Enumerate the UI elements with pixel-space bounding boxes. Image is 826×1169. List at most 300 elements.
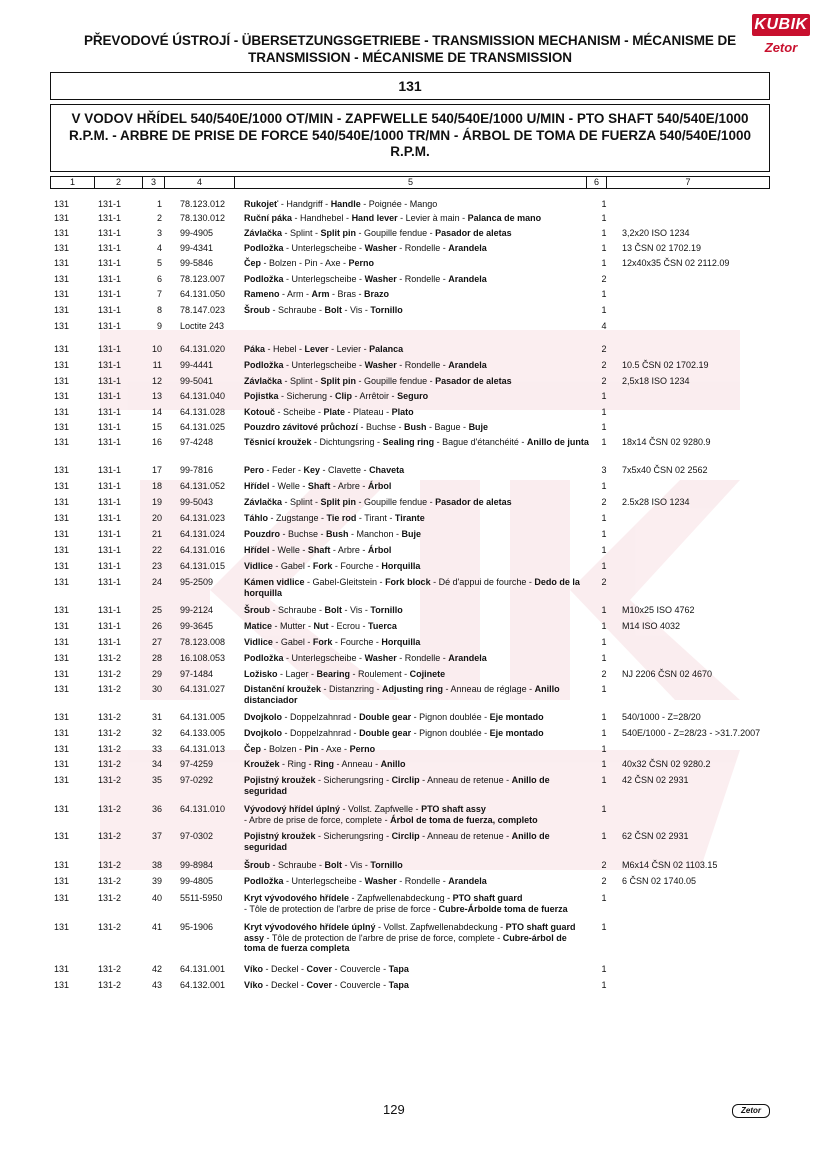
description-text: - Bras - — [329, 289, 365, 299]
cell-c7: NJ 2206 ČSN 02 4670 — [622, 669, 713, 679]
cell-c6: 2 — [601, 497, 607, 507]
cell-c1: 131 — [54, 561, 70, 571]
cell-c2: 131-1 — [98, 577, 122, 587]
cell-c3: 15 — [151, 422, 162, 432]
cell-c3: 30 — [151, 684, 162, 694]
cell-description — [244, 481, 589, 492]
description-term: Clip — [335, 391, 353, 401]
cell-description — [244, 964, 589, 975]
description-term: Ring — [314, 759, 335, 769]
description-text: - Bolzen - Pin - Axe - — [261, 258, 349, 268]
column-header-1: 1 — [51, 177, 95, 188]
cell-c6: 2 — [601, 344, 607, 354]
cell-c2: 131-2 — [98, 684, 122, 694]
cell-c6: 1 — [601, 391, 607, 401]
cell-c6: 1 — [601, 831, 607, 841]
description-term: Washer — [364, 876, 397, 886]
cell-c1: 131 — [54, 744, 70, 754]
cell-c7: 2,5x18 ISO 1234 — [622, 376, 690, 386]
cell-c1: 131 — [54, 876, 70, 886]
cell-c1: 131 — [54, 831, 70, 841]
cell-c3: 1 — [156, 199, 162, 209]
cell-description — [244, 876, 589, 887]
cell-c1: 131 — [54, 980, 70, 990]
cell-c2: 131-2 — [98, 876, 122, 886]
cell-c2: 131-2 — [98, 744, 122, 754]
description-text: - Rondelle - — [396, 360, 449, 370]
group-description-box — [50, 104, 770, 172]
cell-c7: 18x14 ČSN 02 9280.9 — [622, 437, 711, 447]
description-term: Horquilla — [381, 637, 421, 647]
cell-c4: 99-3645 — [180, 621, 214, 631]
cell-c3: 41 — [151, 922, 162, 932]
cell-c3: 10 — [151, 344, 162, 354]
cell-c3: 37 — [151, 831, 162, 841]
cell-c3: 8 — [156, 305, 162, 315]
description-text: - Mutter - — [272, 621, 314, 631]
cell-c2: 131-1 — [98, 465, 122, 475]
cell-description — [244, 199, 589, 210]
cell-c6: 1 — [601, 964, 607, 974]
description-term: Podložka — [244, 274, 284, 284]
column-header-2: 2 — [95, 177, 143, 188]
cell-c6: 1 — [601, 980, 607, 990]
cell-c3: 13 — [151, 391, 162, 401]
cell-c7: 13 ČSN 02 1702.19 — [622, 243, 702, 253]
description-text: - Plateau - — [345, 407, 392, 417]
description-term: Palanca de mano — [467, 213, 542, 223]
description-text: - Zapfwellenabdeckung - — [349, 893, 453, 903]
cell-c3: 24 — [151, 577, 162, 587]
cell-c6: 1 — [601, 804, 607, 814]
cell-description — [244, 274, 589, 285]
description-text: - Zugstange - — [268, 513, 327, 523]
cell-c3: 16 — [151, 437, 162, 447]
cell-c7: 40x32 ČSN 02 9280.2 — [622, 759, 711, 769]
column-header-4: 4 — [165, 177, 235, 188]
cell-c2: 131-1 — [98, 513, 122, 523]
description-term: Seguro — [397, 391, 429, 401]
description-text: - Arbre - — [330, 481, 368, 491]
description-term: Brazo — [364, 289, 390, 299]
cell-description — [244, 513, 589, 524]
cell-c6: 1 — [601, 759, 607, 769]
description-text: - Scheibe - — [275, 407, 324, 417]
description-text: - Bague d'étanchéité - — [434, 437, 527, 447]
description-term: Vidlice — [244, 561, 273, 571]
cell-c1: 131 — [54, 545, 70, 555]
cell-c3: 20 — [151, 513, 162, 523]
cell-c6: 1 — [601, 653, 607, 663]
description-term: Těsnicí kroužek — [244, 437, 312, 447]
description-text: - Arm - — [279, 289, 312, 299]
cell-c1: 131 — [54, 775, 70, 785]
cell-c6: 1 — [601, 561, 607, 571]
description-term: Double gear — [359, 712, 412, 722]
description-term: Kryt vývodového hřídele — [244, 893, 350, 903]
description-term: Split pin — [320, 376, 357, 386]
description-text: - Goupille fendue - — [356, 228, 436, 238]
cell-c4: 78.130.012 — [180, 213, 226, 223]
cell-c2: 131-2 — [98, 893, 122, 903]
description-term: Shaft — [307, 481, 331, 491]
description-term: Pasador de aletas — [435, 376, 512, 386]
cell-c4: 99-5043 — [180, 497, 214, 507]
cell-c3: 34 — [151, 759, 162, 769]
cell-c6: 3 — [601, 465, 607, 475]
cell-c1: 131 — [54, 376, 70, 386]
cell-c4: 64.131.024 — [180, 529, 226, 539]
cell-c2: 131-1 — [98, 199, 122, 209]
description-term: Tie rod — [326, 513, 357, 523]
description-text: - Deckel - — [263, 980, 307, 990]
description-text: - Vollst. Zapfwelle - — [340, 804, 422, 814]
cell-c6: 2 — [601, 376, 607, 386]
cell-c7: 12x40x35 ČSN 02 2112.09 — [622, 258, 730, 268]
cell-c7: 7x5x40 ČSN 02 2562 — [622, 465, 708, 475]
description-text: - Unterlegscheibe - — [283, 653, 365, 663]
description-term: Hand lever — [351, 213, 398, 223]
cell-c3: 22 — [151, 545, 162, 555]
description-term: Perno — [348, 258, 375, 268]
cell-c2: 131-2 — [98, 922, 122, 932]
description-text: - Clavette - — [320, 465, 370, 475]
description-text: - Hebel - — [265, 344, 305, 354]
cell-description — [244, 243, 589, 254]
kubik-logo-text: KUBIK — [752, 14, 810, 36]
cell-c6: 1 — [601, 684, 607, 694]
description-text: - Rondelle - — [396, 653, 449, 663]
cell-c2: 131-1 — [98, 243, 122, 253]
cell-c2: 131-1 — [98, 344, 122, 354]
description-term: Plate — [323, 407, 346, 417]
cell-c4: 5511-5950 — [180, 893, 223, 903]
description-term: Závlačka — [244, 228, 283, 238]
description-term: PTO shaft guard — [452, 893, 523, 903]
cell-c2: 131-2 — [98, 860, 122, 870]
cell-c2: 131-1 — [98, 422, 122, 432]
description-term: Šroub — [244, 605, 270, 615]
description-term: Pouzdro — [244, 529, 280, 539]
description-text: - Axe - — [318, 744, 350, 754]
cell-c2: 131-2 — [98, 712, 122, 722]
description-term: Pojistný kroužek — [244, 775, 316, 785]
description-text: - Splint - — [282, 497, 321, 507]
cell-c1: 131 — [54, 465, 70, 475]
description-term: Hřídel — [244, 481, 270, 491]
cell-c7: M14 ISO 4032 — [622, 621, 681, 631]
cell-c1: 131 — [54, 804, 70, 814]
cell-c7: 10.5 ČSN 02 1702.19 — [622, 360, 709, 370]
description-term: Rukojeť — [244, 199, 279, 209]
cell-c1: 131 — [54, 513, 70, 523]
description-text: - Poignée - Mango — [360, 199, 438, 209]
cell-c1: 131 — [54, 605, 70, 615]
cell-c3: 18 — [151, 481, 162, 491]
cell-c3: 2 — [156, 213, 162, 223]
description-term: Anillo distanciador — [244, 684, 560, 705]
cell-c3: 26 — [151, 621, 162, 631]
cell-c4: Loctite 243 — [180, 321, 225, 331]
cell-c6: 2 — [601, 274, 607, 284]
description-text: - Deckel - — [263, 964, 307, 974]
cell-c6: 4 — [601, 321, 607, 331]
cell-c6: 1 — [601, 529, 607, 539]
cell-description — [244, 775, 589, 796]
cell-c6: 1 — [601, 637, 607, 647]
cell-c6: 1 — [601, 422, 607, 432]
cell-c1: 131 — [54, 577, 70, 587]
cell-c3: 39 — [151, 876, 162, 886]
cell-c7: M6x14 ČSN 02 1103.15 — [622, 860, 718, 870]
cell-c3: 25 — [151, 605, 162, 615]
description-term: Buje — [401, 529, 422, 539]
description-text: - Arbre de prise de force, complete - — [244, 814, 391, 825]
description-term: Pasador de aletas — [435, 497, 512, 507]
description-term: Cubre-árbol de toma de fuerza completa — [244, 932, 567, 953]
cell-description — [244, 621, 589, 632]
description-term: Víko — [244, 980, 264, 990]
desc-line-1: V VODOV HŘÍDEL 540/540E/1000 OT/MIN - ZAPFWELLE 540/540E/1000 U/MIN - PTO SHAFT 540/540E/1000 — [71, 111, 749, 126]
description-term: Distanční kroužek — [244, 684, 322, 694]
cell-c1: 131 — [54, 243, 70, 253]
cell-description — [244, 529, 589, 540]
cell-c1: 131 — [54, 391, 70, 401]
cell-description — [244, 360, 589, 371]
cell-c3: 19 — [151, 497, 162, 507]
cell-c3: 11 — [152, 360, 162, 370]
description-term: Anillo de junta — [526, 437, 589, 447]
description-term: Čep — [244, 258, 262, 268]
cell-c4: 97-4259 — [180, 759, 214, 769]
footer-zetor-logo: Zetor — [732, 1104, 770, 1118]
cell-c2: 131-1 — [98, 321, 122, 331]
column-header-5: 5 — [235, 177, 587, 188]
description-term: Árbol — [367, 481, 392, 491]
description-text: - Anneau de retenue - — [419, 831, 512, 841]
description-term: Tuerca — [368, 621, 397, 631]
cell-c4: 16.108.053 — [180, 653, 226, 663]
cell-c4: 64.131.020 — [180, 344, 226, 354]
cell-c4: 64.131.040 — [180, 391, 226, 401]
description-text: - Arrêtoir - — [352, 391, 398, 401]
description-term: Šroub — [244, 860, 270, 870]
description-term: Fork — [312, 561, 333, 571]
cell-c1: 131 — [54, 964, 70, 974]
cell-c7: M10x25 ISO 4762 — [622, 605, 695, 615]
cell-c1: 131 — [54, 684, 70, 694]
description-text: - Feder - — [264, 465, 304, 475]
cell-c6: 1 — [601, 893, 607, 903]
description-term: Árbol — [367, 545, 392, 555]
cell-c1: 131 — [54, 228, 70, 238]
cell-c7: 540/1000 - Z=28/20 — [622, 712, 701, 722]
cell-c7: 6 ČSN 02 1740.05 — [622, 876, 697, 886]
cell-c3: 35 — [151, 775, 162, 785]
cell-c1: 131 — [54, 407, 70, 417]
description-term: Arm — [311, 289, 330, 299]
cell-c1: 131 — [54, 481, 70, 491]
description-text: - Bague - — [426, 422, 469, 432]
cell-c2: 131-2 — [98, 831, 122, 841]
cell-c1: 131 — [54, 712, 70, 722]
description-text: - Splint - — [282, 376, 321, 386]
cell-description — [244, 922, 589, 954]
cell-c4: 99-5846 — [180, 258, 214, 268]
description-text: - Tôle de protection de l'arbre de prise de force, complete - — [264, 932, 503, 943]
cell-c6: 1 — [601, 545, 607, 555]
description-text: - Levier - — [328, 344, 370, 354]
description-term: Eje montado — [489, 712, 544, 722]
description-term: Bush — [326, 529, 349, 539]
description-term: Vývodový hřídel úplný — [244, 804, 341, 814]
description-term: PTO shaft guard assy — [244, 922, 576, 943]
cell-description — [244, 728, 589, 739]
description-text: - Vis - — [342, 860, 371, 870]
cell-c6: 1 — [601, 305, 607, 315]
description-term: Circlip — [391, 775, 420, 785]
description-text: - Dichtungsring - — [311, 437, 383, 447]
description-text: - Doppelzahnrad - — [282, 712, 360, 722]
description-text: - Welle - — [269, 481, 308, 491]
cell-c2: 131-2 — [98, 669, 122, 679]
cell-description — [244, 376, 589, 387]
cell-c6: 2 — [601, 577, 607, 587]
desc-line-3: R.P.M. — [390, 144, 430, 159]
description-term: Táhlo — [244, 513, 268, 523]
cell-c6: 1 — [601, 744, 607, 754]
desc-line-2: R.P.M. - ARBRE DE PRISE DE FORCE 540/540E/1000 TR/MN - ÁRBOL DE TOMA DE FUERZA 540/540E/1000 — [69, 127, 751, 143]
cell-description — [244, 437, 589, 448]
cell-c4: 97-4248 — [180, 437, 214, 447]
cell-c1: 131 — [54, 922, 70, 932]
cell-description — [244, 577, 589, 598]
description-term: Bolt — [324, 305, 343, 315]
description-term: Kotouč — [244, 407, 275, 417]
cell-c6: 1 — [601, 513, 607, 523]
description-text: - Gabel - — [272, 561, 313, 571]
cell-c1: 131 — [54, 305, 70, 315]
description-term: Kryt vývodového hřídele úplný — [244, 922, 376, 932]
description-term: Fork block — [385, 577, 431, 587]
description-term: Závlačka — [244, 497, 283, 507]
cell-c3: 4 — [156, 243, 162, 253]
cell-description — [244, 759, 589, 770]
description-term: Podložka — [244, 360, 284, 370]
column-header-6: 6 — [587, 177, 607, 188]
cell-c6: 1 — [601, 289, 607, 299]
cell-c1: 131 — [54, 728, 70, 738]
description-text: - Ecrou - — [328, 621, 369, 631]
cell-c4: 64.131.028 — [180, 407, 226, 417]
cell-c4: 99-5041 — [180, 376, 214, 386]
cell-c3: 38 — [151, 860, 162, 870]
cell-c3: 43 — [151, 980, 162, 990]
description-text: - Rondelle - — [396, 243, 449, 253]
cell-description — [244, 258, 589, 269]
description-text: - Rondelle - — [396, 876, 449, 886]
description-term: Double gear — [359, 728, 412, 738]
description-term: Arandela — [448, 243, 487, 253]
description-term: Circlip — [391, 831, 420, 841]
cell-c3: 17 — [151, 465, 162, 475]
cell-description — [244, 465, 589, 476]
cell-c4: 99-8984 — [180, 860, 214, 870]
description-text: - Arbre - — [330, 545, 368, 555]
cell-description — [244, 744, 589, 755]
description-term: Pojistný kroužek — [244, 831, 316, 841]
description-term: PTO shaft assy — [421, 804, 486, 814]
cell-c6: 1 — [601, 228, 607, 238]
cell-c3: 36 — [151, 804, 162, 814]
description-term: Arandela — [448, 360, 487, 370]
description-text: - Rondelle - — [396, 274, 449, 284]
cell-c1: 131 — [54, 529, 70, 539]
cell-c2: 131-1 — [98, 228, 122, 238]
description-text: - Goupille fendue - — [356, 376, 436, 386]
description-term: Dvojkolo — [244, 712, 283, 722]
description-text: - Unterlegscheibe - — [283, 274, 365, 284]
cell-c1: 131 — [54, 360, 70, 370]
cell-c4: 99-4341 — [180, 243, 214, 253]
cell-c2: 131-1 — [98, 561, 122, 571]
cell-c3: 5 — [156, 258, 162, 268]
description-text: - Fourche - — [332, 637, 382, 647]
cell-c2: 131-1 — [98, 274, 122, 284]
description-term: Split pin — [320, 228, 357, 238]
description-term: Pin — [304, 744, 319, 754]
cell-description — [244, 637, 589, 648]
cell-c1: 131 — [54, 344, 70, 354]
cell-c2: 131-2 — [98, 759, 122, 769]
cell-c7: 62 ČSN 02 2931 — [622, 831, 689, 841]
column-header-7: 7 — [685, 177, 691, 187]
description-text: - Tirant - — [356, 513, 395, 523]
cell-c4: 64.131.050 — [180, 289, 226, 299]
cell-c6: 1 — [601, 213, 607, 223]
description-term: Árbol de toma de fuerza, completo — [390, 814, 538, 825]
cell-c4: 64.131.052 — [180, 481, 226, 491]
description-term: Arandela — [448, 876, 487, 886]
cell-c4: 78.147.023 — [180, 305, 226, 315]
description-term: Tapa — [388, 964, 409, 974]
cell-description — [244, 391, 589, 402]
description-text: - Tôle de protection de l'arbre de prise de force - — [244, 903, 439, 914]
cell-description — [244, 344, 589, 355]
cell-description — [244, 831, 589, 852]
cell-c6: 1 — [601, 481, 607, 491]
description-text: - Schraube - — [270, 605, 325, 615]
cell-c6: 1 — [601, 605, 607, 615]
cell-c3: 6 — [156, 274, 162, 284]
description-term: Washer — [364, 360, 397, 370]
column-header-row — [50, 176, 770, 189]
description-term: Chaveta — [369, 465, 405, 475]
cell-description — [244, 289, 589, 300]
description-term: Pojistka — [244, 391, 279, 401]
cell-c7: 540E/1000 - Z=28/23 - >31.7.2007 — [622, 728, 761, 738]
cell-c1: 131 — [54, 621, 70, 631]
description-text: - Sicherung - — [278, 391, 336, 401]
cell-c6: 1 — [601, 407, 607, 417]
description-term: Závlačka — [244, 376, 283, 386]
cell-c1: 131 — [54, 289, 70, 299]
cell-c2: 131-1 — [98, 213, 122, 223]
cell-c4: 64.131.023 — [180, 513, 226, 523]
description-term: Pasador de aletas — [435, 228, 512, 238]
cell-c4: 64.131.013 — [180, 744, 226, 754]
cell-c4: 64.131.001 — [180, 964, 226, 974]
